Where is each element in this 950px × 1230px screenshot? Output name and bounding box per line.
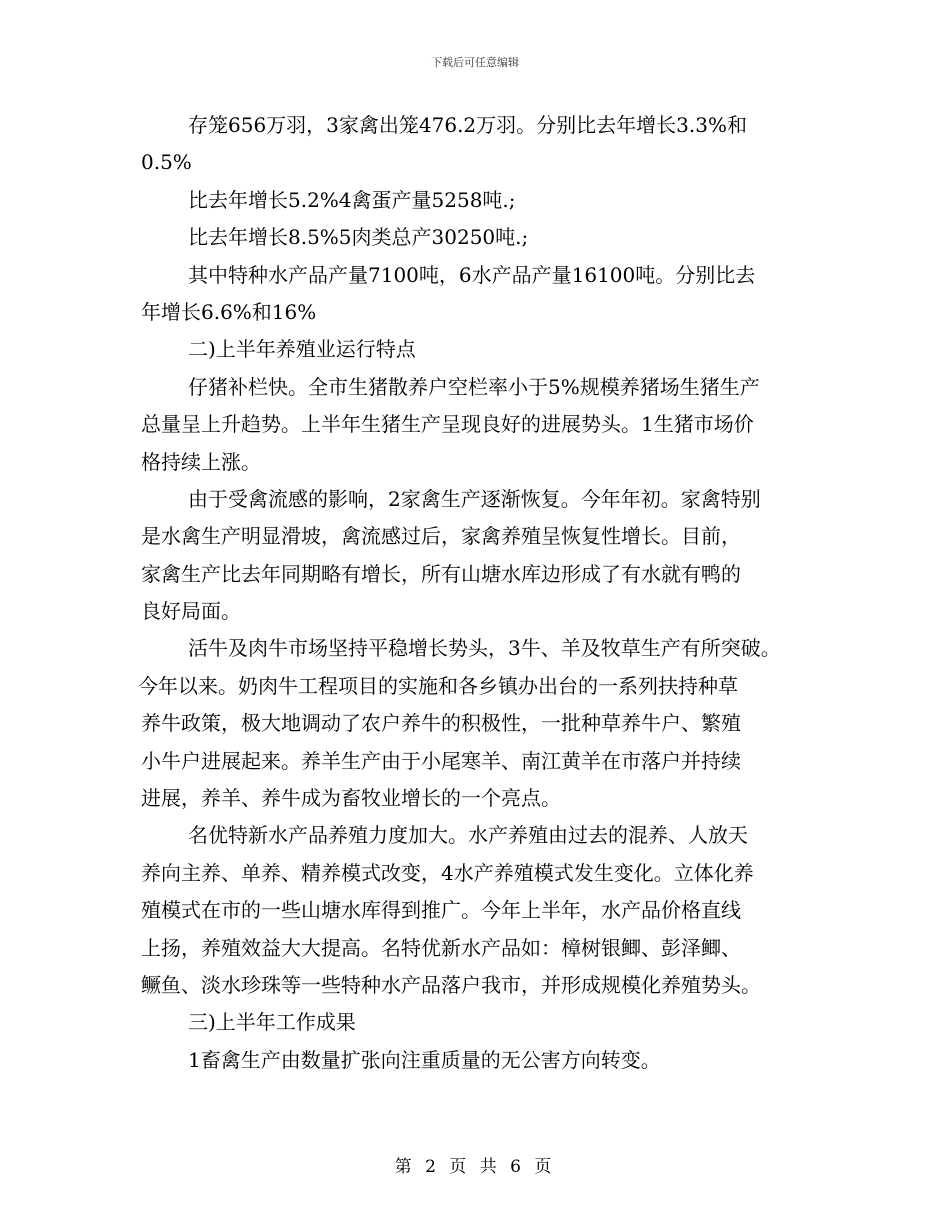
text-line: 年增长6.6%和16% [141,299,317,324]
text-line: 存笼656万羽，3家禽出笼476.2万羽。分别比去年增长3.3%和 [188,113,747,137]
text-line: 总量呈上升趋势。上半年生猪生产呈现良好的进展势头。1生猪市场价 [141,412,754,437]
text-line: 其中特种水产品产量7100吨，6水产品产量16100吨。分别比去 [188,262,756,287]
text-line: 比去年增长8.5%5肉类总产30250吨.; [188,225,529,250]
text-line: 小牛户进展起来。养羊生产由于小尾寒羊、南江黄羊在市落户并持续 [141,748,741,773]
text-line: 格持续上涨。 [141,449,261,474]
page-number-footer: 第 2 页 共 6 页 [394,1157,556,1177]
text-line: 1畜禽生产由数量扩张向注重质量的无公害方向转变。 [188,1047,661,1072]
text-line: 比去年增长5.2%4禽蛋产量5258吨.; [188,187,516,212]
text-line: 鳜鱼、淡水珍珠等一些特种水产品落户我市，并形成规模化养殖势头。 [141,972,761,997]
text-line: 0.5% [141,150,192,175]
text-line: 殖模式在市的一些山塘水库得到推广。今年上半年，水产品价格直线 [141,898,741,923]
text-line: 由于受禽流感的影响，2家禽生产逐渐恢复。今年年初。家禽特别 [188,486,761,511]
section-heading: 二)上半年养殖业运行特点 [188,337,416,362]
text-line: 养向主养、单养、精养模式改变，4水产养殖模式发生变化。立体化养 [141,860,754,885]
text-line: 进展，养羊、养牛成为畜牧业增长的一个亮点。 [141,786,561,811]
text-line: 活牛及肉牛市场坚持平稳增长势头，3牛、羊及牧草生产有所突破。 [188,636,781,661]
page-header-note: 下载后可任意编辑 [431,56,519,69]
document-body [138,107,831,1079]
text-line: 家禽生产比去年同期略有增长，所有山塘水库边形成了有水就有鸭的 [141,561,741,586]
text-line: 养牛政策，极大地调动了农户养牛的积极性，一批种草养牛户、繁殖 [141,711,741,736]
text-line: 上扬，养殖效益大大提高。名特优新水产品如：樟树银鲫、彭泽鲫、 [141,935,741,960]
text-line: 良好局面。 [141,599,241,624]
text-line: 是水禽生产明显滑坡，禽流感过后，家禽养殖呈恢复性增长。目前， [141,524,741,549]
text-line: 今年以来。奶肉牛工程项目的实施和各乡镇办出台的一系列扶持种草 [138,673,738,698]
section-heading: 三)上半年工作成果 [188,1010,356,1035]
text-line: 名优特新水产品养殖力度加大。水产养殖由过去的混养、人放天 [188,823,748,848]
text-line: 仔猪补栏快。全市生猪散养户空栏率小于5%规模养猪场生猪生产 [188,374,760,399]
